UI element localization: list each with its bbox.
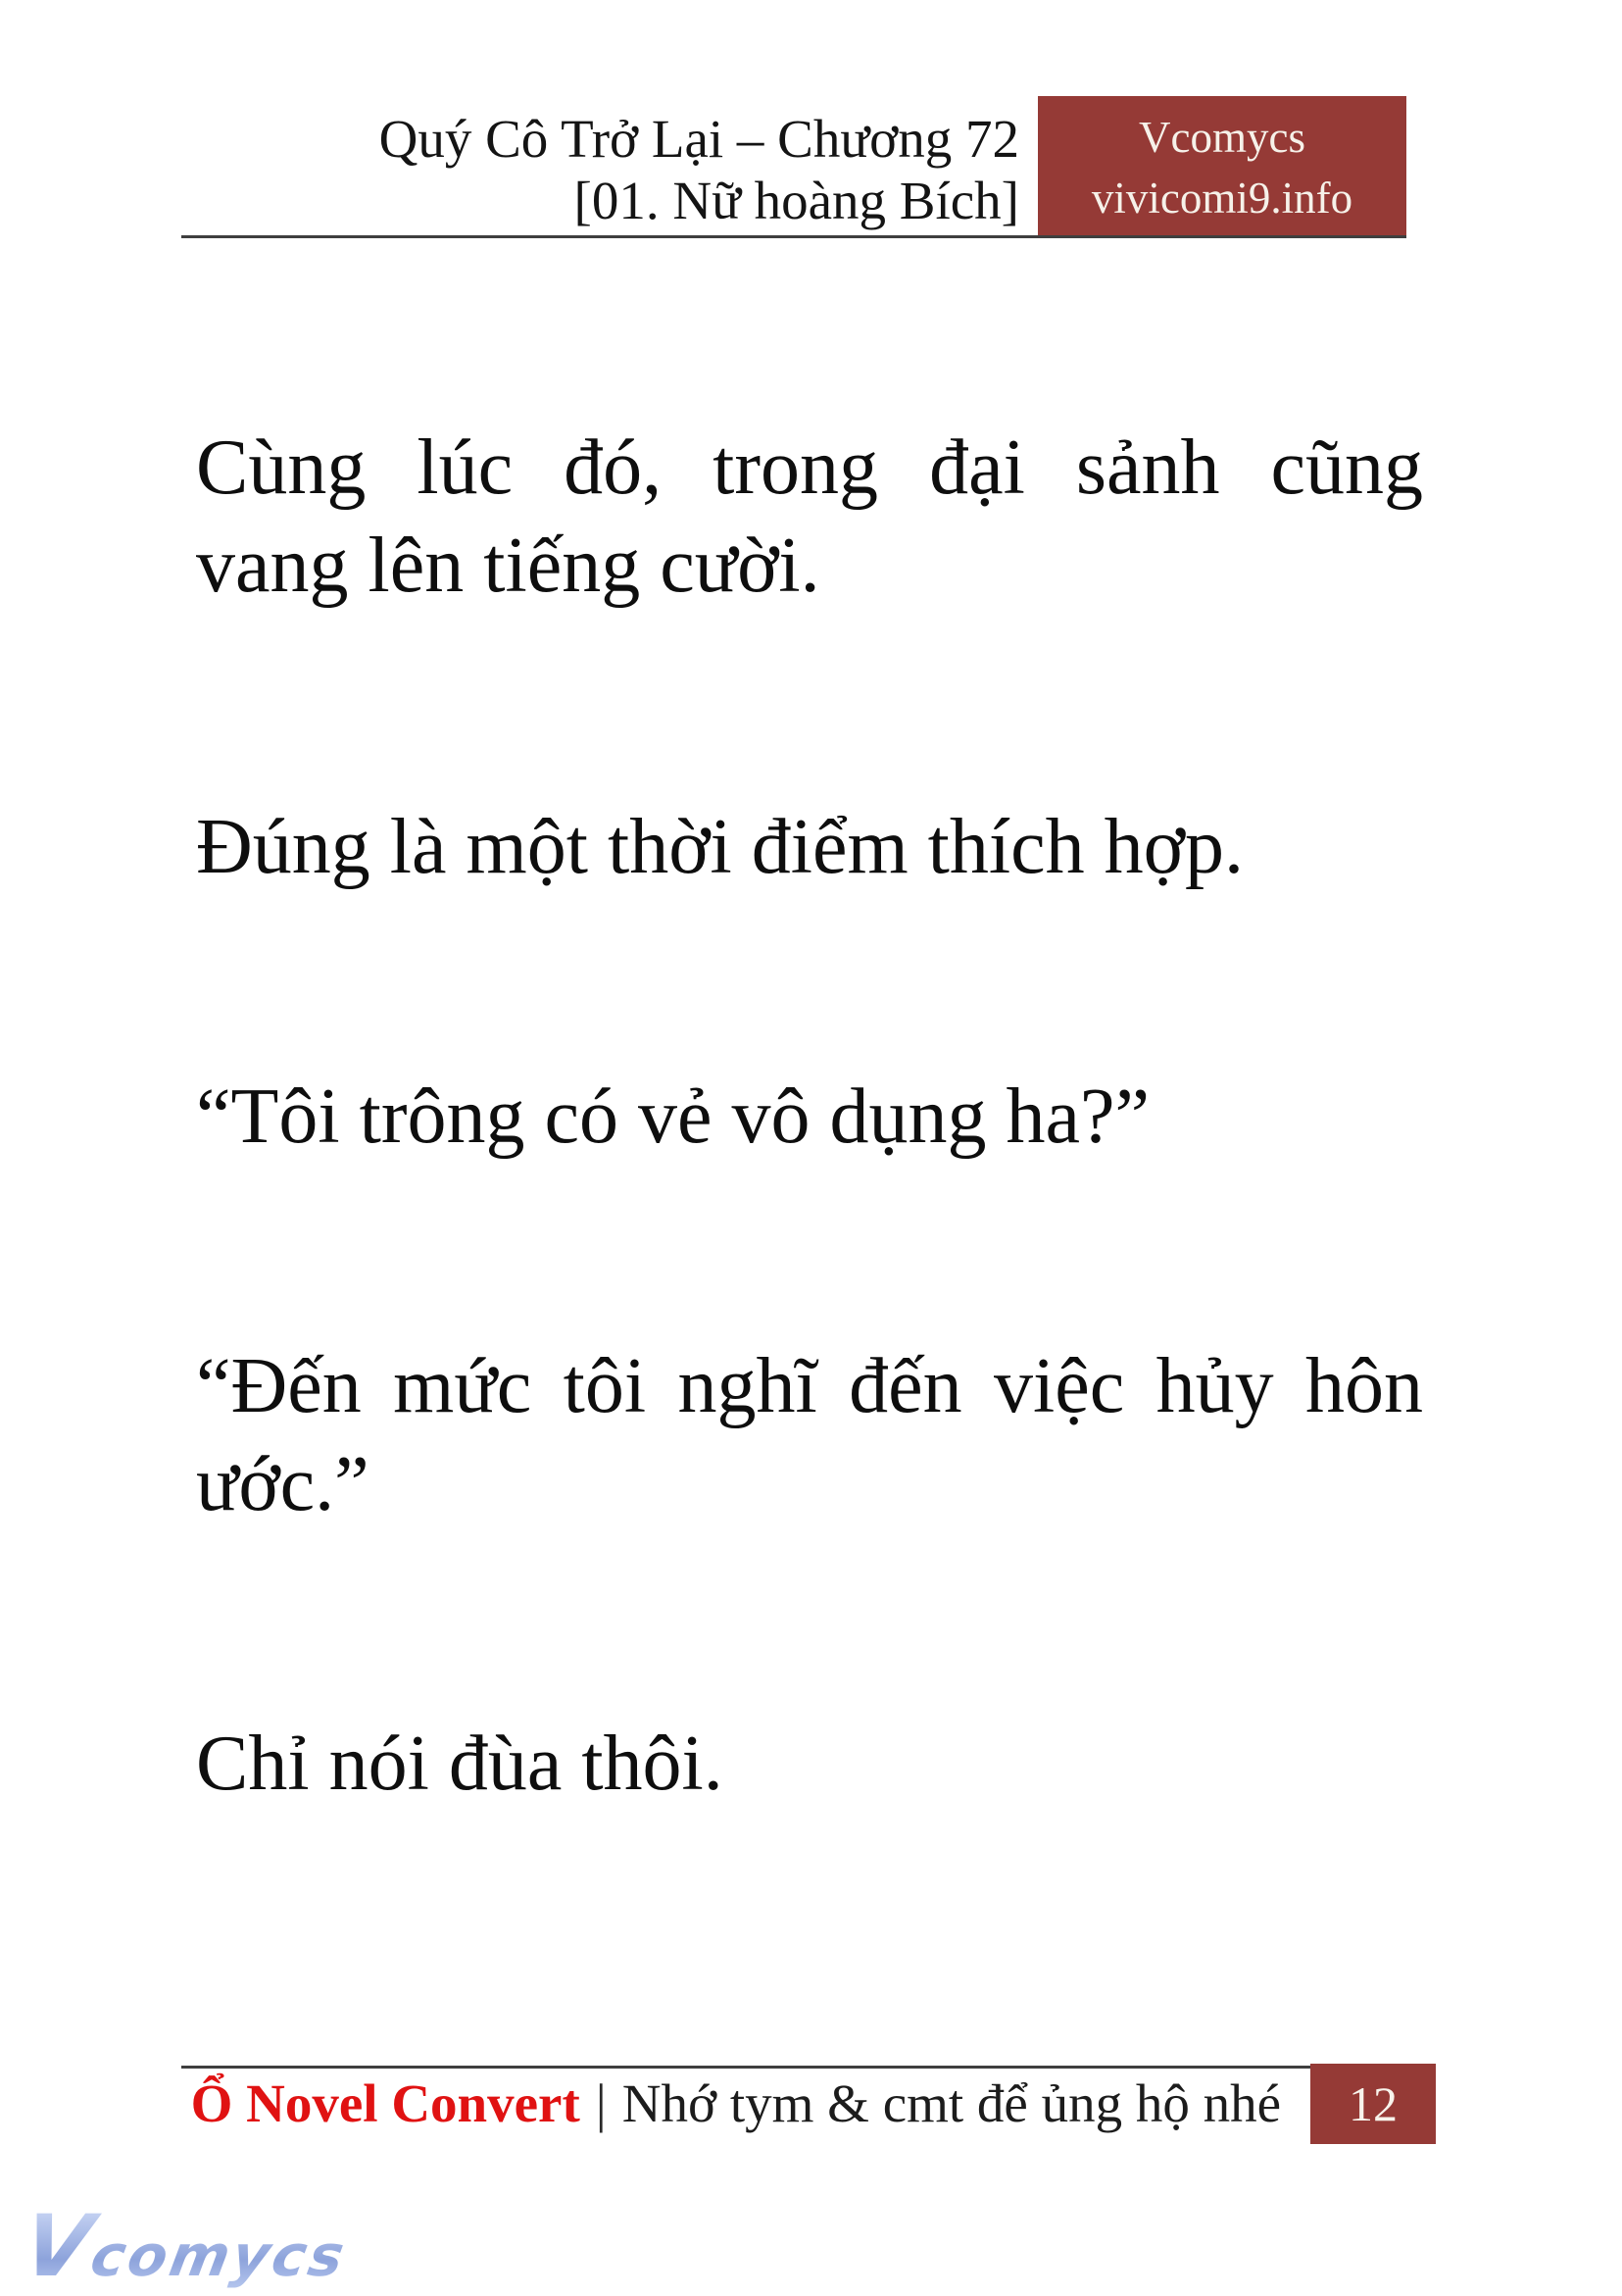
- footer-separator: |: [595, 2073, 607, 2133]
- publisher-name: Vcomycs: [1139, 112, 1305, 162]
- publisher-brand-box: [1038, 96, 1406, 238]
- body-paragraph-5: [196, 1715, 1423, 1813]
- body-paragraph-1: [196, 419, 1423, 615]
- body-paragraph-3: [196, 1068, 1423, 1166]
- footer-divider: [181, 2066, 1436, 2069]
- header-divider: [181, 235, 1406, 238]
- publisher-site: vivicomi9.info: [1091, 173, 1353, 223]
- text-line: “Đến mức tôi nghĩ đến việc hủy hôn: [196, 1343, 1423, 1429]
- text-line: ước.”: [196, 1441, 369, 1527]
- text-line: Cùng lúc đó, trong đại sảnh cũng: [196, 424, 1423, 511]
- body-paragraph-2: [196, 798, 1423, 896]
- chapter-title: Quý Cô Trở Lại – Chương 72: [378, 109, 1019, 169]
- vcomycs-watermark-logo: Vcomycs: [17, 2204, 355, 2289]
- footer-note: Nhớ tym & cmt để ủng hộ nhé: [621, 2073, 1281, 2133]
- text-line: Đúng là một thời điểm thích hợp.: [196, 804, 1244, 890]
- text-line: “Tôi trông có vẻ vô dụng ha?”: [196, 1073, 1151, 1160]
- text-line: Chỉ nói đùa thôi.: [196, 1721, 723, 1807]
- footer-credits: [181, 2072, 1281, 2134]
- text-line: vang lên tiếng cười.: [196, 523, 820, 609]
- footer-credit: Ổ Novel Convert: [190, 2073, 580, 2133]
- page-number: 12: [1349, 2076, 1398, 2131]
- chapter-header: [181, 108, 1019, 231]
- body-paragraph-4: [196, 1337, 1423, 1533]
- chapter-subtitle: [01. Nữ hoàng Bích]: [573, 171, 1019, 230]
- page-number-badge: [1310, 2064, 1436, 2144]
